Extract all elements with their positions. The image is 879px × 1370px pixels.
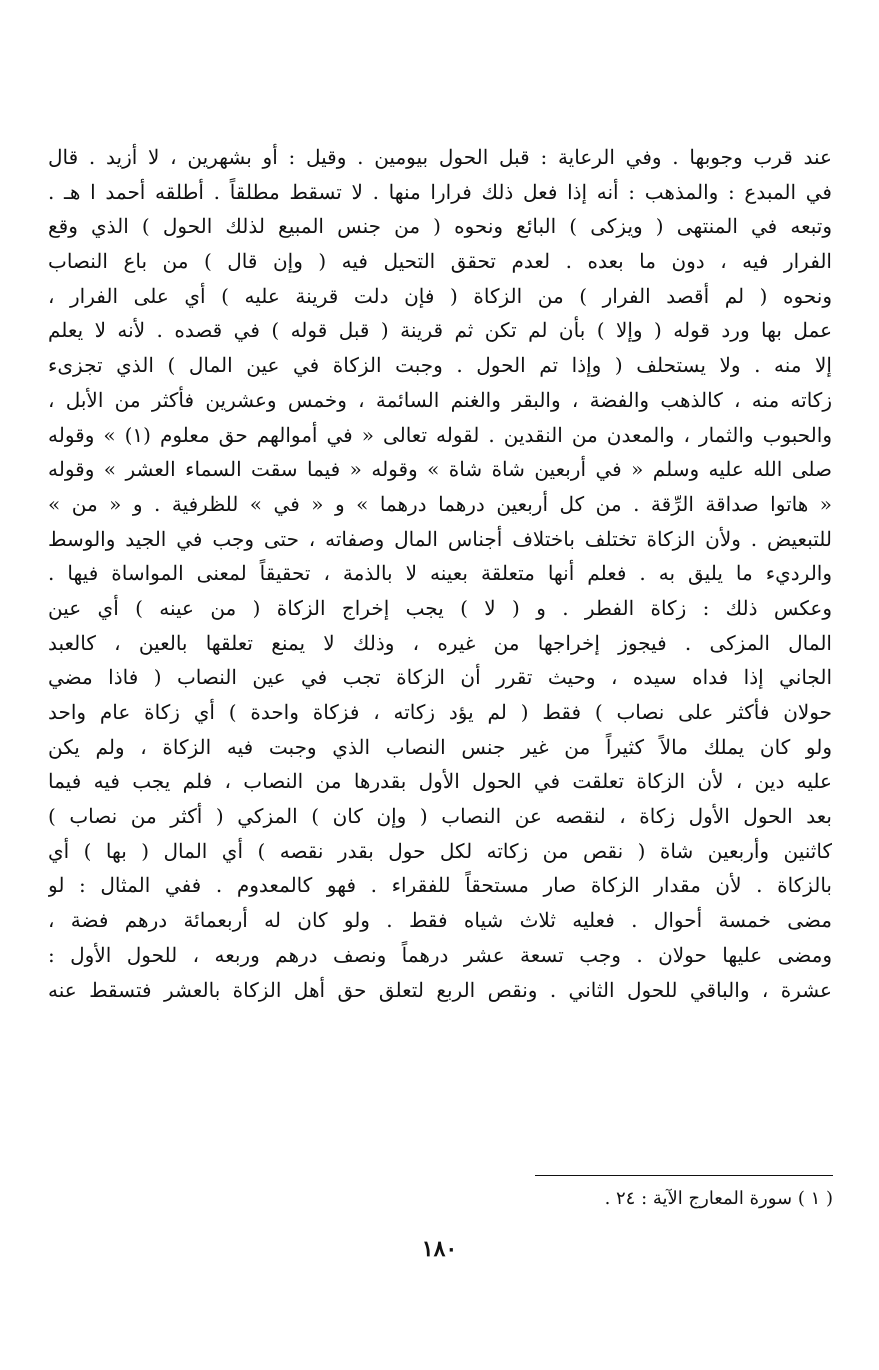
text-line: صلى الله عليه وسلم « في أربعين شاة شاة » وقوله « فيما سقت السماء العشر » وقوله xyxy=(48,457,832,482)
text-line: كاثنين وأربعين شاة ( نقص من زكاته لكل حول بقدر نقصه ) أي المال ( بها ) أي xyxy=(48,838,832,863)
text-line: بالزكاة . لأن مقدار الزكاة صار مستحقاً للفقراء . فهو كالمعدوم . ففي المثال : لو xyxy=(48,873,832,898)
footnote: ( ١ ) سورة المعارج الآية : ٢٤ . xyxy=(604,1188,833,1209)
text-line: عمل بها ورد قوله ( وإلا ) بأن لم تكن ثم قرينة ( قبل قوله ) في قصده . لأنه لا يعلم xyxy=(48,318,832,343)
main-text-block xyxy=(48,140,832,1007)
text-line: والرديء ما يليق به . فعلم أنها متعلقة بعينه لا بالذمة ، تحقيقاً لمعنى المواساة فيها . xyxy=(48,561,832,586)
text-line: والحبوب والثمار ، والمعدن من النقدين . لقوله تعالى « في أموالهم حق معلوم (١) » وقوله xyxy=(48,422,832,447)
text-line: حولان فأكثر على نصاب ) فقط ( لم يؤد زكاته ، فزكاة واحدة ) أي زكاة عام واحد xyxy=(48,700,832,724)
text-line: المال المزكى . فيجوز إخراجها من غيره ، وذلك لا يمنع تعلقها بالعين ، كالعبد xyxy=(48,630,832,655)
footnote-divider xyxy=(535,1175,833,1176)
text-line: الجاني إذا فداه سيده ، وحيث تقرر أن الزكاة تجب في عين النصاب ( فاذا مضي xyxy=(48,665,832,690)
text-line: الفرار فيه ، دون ما بعده . لعدم تحقق التحيل فيه ( وإن قال ) من باع النصاب xyxy=(48,249,832,274)
text-line: ولو كان يملك مالاً كثيراً من غير جنس النصاب الذي وجبت فيه الزكاة ، ولم يكن xyxy=(48,734,832,759)
text-line: وعكس ذلك : زكاة الفطر . و ( لا ) يجب إخراج الزكاة ( من عينه ) أي عين xyxy=(48,595,832,620)
text-line: عليه دين ، لأن الزكاة تعلقت في الحول الأول بقدرها من النصاب ، فلم يجب فيه فيما xyxy=(48,769,832,794)
text-line: ومضى عليها حولان . وجب تسعة عشر درهماً ونصف درهم وربعه ، للحول الأول : xyxy=(48,942,832,967)
text-line: مضى خمسة أحوال . فعليه ثلاث شياه فقط . ولو كان له أربعمائة درهم فضة ، xyxy=(48,908,832,933)
text-line: عشرة ، والباقي للحول الثاني . ونقص الربع لتعلق حق أهل الزكاة بالعشر فتسقط عنه xyxy=(48,977,832,1002)
page-number: ١٨٠ xyxy=(421,1236,458,1262)
text-line: وتبعه في المنتهى ( ويزكى ) البائع ونحوه ( من جنس المبيع لذلك الحول ) الذي وقع xyxy=(48,214,832,239)
text-line: في المبدع : والمذهب : أنه إذا فعل ذلك فرارا منها . لا تسقط مطلقاً . أطلقه أحمد ا هـ . xyxy=(48,179,832,204)
text-line: بعد الحول الأول زكاة ، لنقصه عن النصاب ( وإن كان ) المزكي ( أكثر من نصاب ) xyxy=(48,804,832,829)
text-line: « هاتوا صداقة الرِّقة . من كل أربعين درهما درهما » و « في » للظرفية . و « من » xyxy=(48,491,832,516)
text-line: عند قرب وجوبها . وفي الرعاية : قبل الحول بيومين . وقيل : أو بشهرين ، لا أزيد . قال xyxy=(48,145,832,169)
text-line: ونحوه ( لم أقصد الفرار ) من الزكاة ( فإن دلت قرينة عليه ) أي على الفرار ، xyxy=(48,283,832,308)
text-line: زكاته منه ، كالذهب والفضة ، والبقر والغنم السائمة ، وخمس وعشرين فأكثر من الأبل ، xyxy=(48,387,832,412)
text-line: للتبعيض . ولأن الزكاة تختلف باختلاف أجناس المال وصفاته ، حتى وجب في الجيد والوسط xyxy=(48,526,832,551)
text-line: إلا منه . ولا يستحلف ( وإذا تم الحول . وجبت الزكاة في عين المال ) الذي تجزىء xyxy=(48,353,832,378)
